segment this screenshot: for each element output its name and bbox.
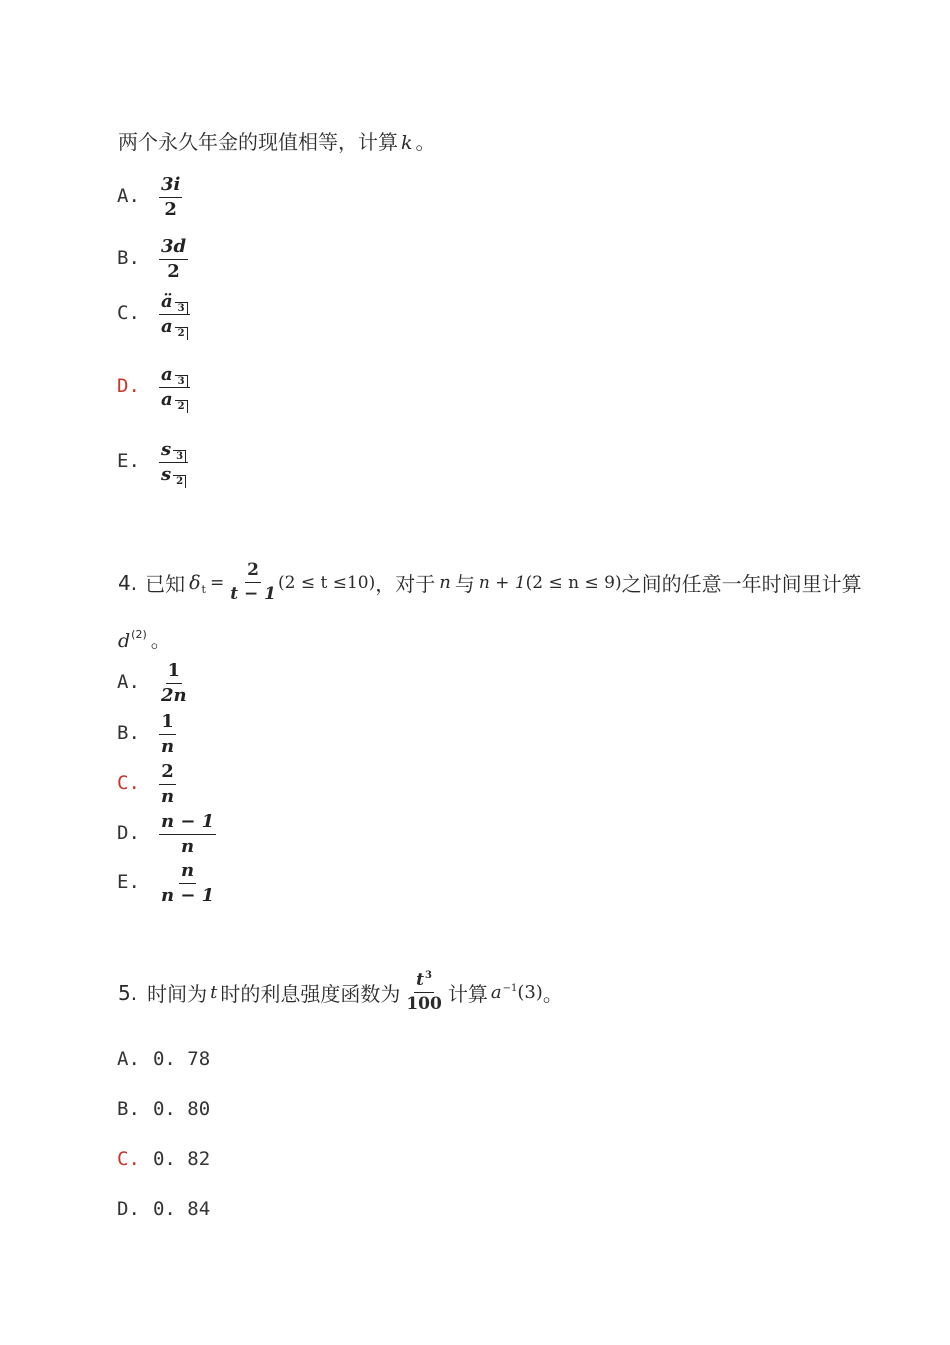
q5-option-d[interactable]: D. 0. 84 [117, 1198, 211, 1220]
option-fraction: $\frac{1}{2n}$ [160, 660, 187, 706]
q4-stem-line2: $d^{(2)}$ 。 [118, 628, 171, 652]
option-fraction: $\frac{3d}{2}$ [160, 236, 187, 282]
q3-option-b[interactable]: B. $\frac{3d}{2}$ [117, 236, 187, 282]
option-fraction: $\frac{a 3}{a 2}$ [159, 366, 190, 409]
option-fraction: $\frac{s 3}{s 2}$ [159, 441, 188, 484]
question-number: 4. [118, 570, 138, 595]
q3-option-a[interactable]: A. $\frac{3i}{2}$ [117, 174, 181, 220]
q3-stem: 两个永久年金的现值相等，计算 k 。 [118, 130, 436, 154]
q5-option-c[interactable]: C. 0. 82 [117, 1148, 211, 1170]
option-fraction: $\frac{n}{n - 1}$ [160, 860, 215, 906]
option-fraction: $\frac{3i}{2}$ [160, 174, 181, 220]
correct-answer-letter: C. [117, 1148, 140, 1170]
q5-option-b[interactable]: B. 0. 80 [117, 1098, 211, 1120]
question-number: 5. [118, 980, 138, 1005]
option-fraction: $\frac{2}{n}$ [160, 761, 175, 807]
q5-stem: 5. 时间为 t 时的利息强度函数为 $\frac{t^3}{100}$ 计算 $a^{-1}$ (3) 。 [118, 970, 563, 1014]
correct-answer-letter: D. [117, 375, 140, 397]
q4-option-b[interactable]: B. $\frac{1}{n}$ [117, 711, 175, 757]
q3-option-e[interactable]: E. $\frac{s 3}{s 2}$ [117, 441, 188, 484]
option-fraction: $\frac{1}{n}$ [160, 711, 175, 757]
force-of-interest-fraction: $\frac{t^3}{100}$ [406, 970, 442, 1014]
q4-option-a[interactable]: A. $\frac{1}{2n}$ [117, 660, 187, 706]
q3-option-d[interactable] [117, 364, 190, 412]
option-fraction: $\frac{ä 3}{a 2}$ [159, 293, 190, 336]
q4-stem: 4. 已知 $\delta_t$ = $\frac{2}{t - 1}$ (2 ≤ t ≤10) ，对于 n 与 n + 1 (2 ≤ n ≤ 9) 之间的任意一年时间里计算 [118, 560, 862, 604]
q4-option-c[interactable] [117, 763, 176, 806]
q5-option-a[interactable]: A. 0. 78 [117, 1048, 211, 1070]
q4-option-e[interactable]: E. $\frac{n}{n - 1}$ [117, 860, 215, 906]
q4-option-d[interactable]: D. $\frac{n - 1}{n}$ [117, 811, 215, 857]
delta-fraction: $\frac{2}{t - 1}$ [230, 560, 276, 604]
option-fraction: $\frac{n - 1}{n}$ [160, 811, 215, 857]
q3-option-c[interactable]: C. $\frac{ä 3}{a 2}$ [117, 293, 190, 336]
correct-answer-letter: C. [117, 772, 140, 794]
